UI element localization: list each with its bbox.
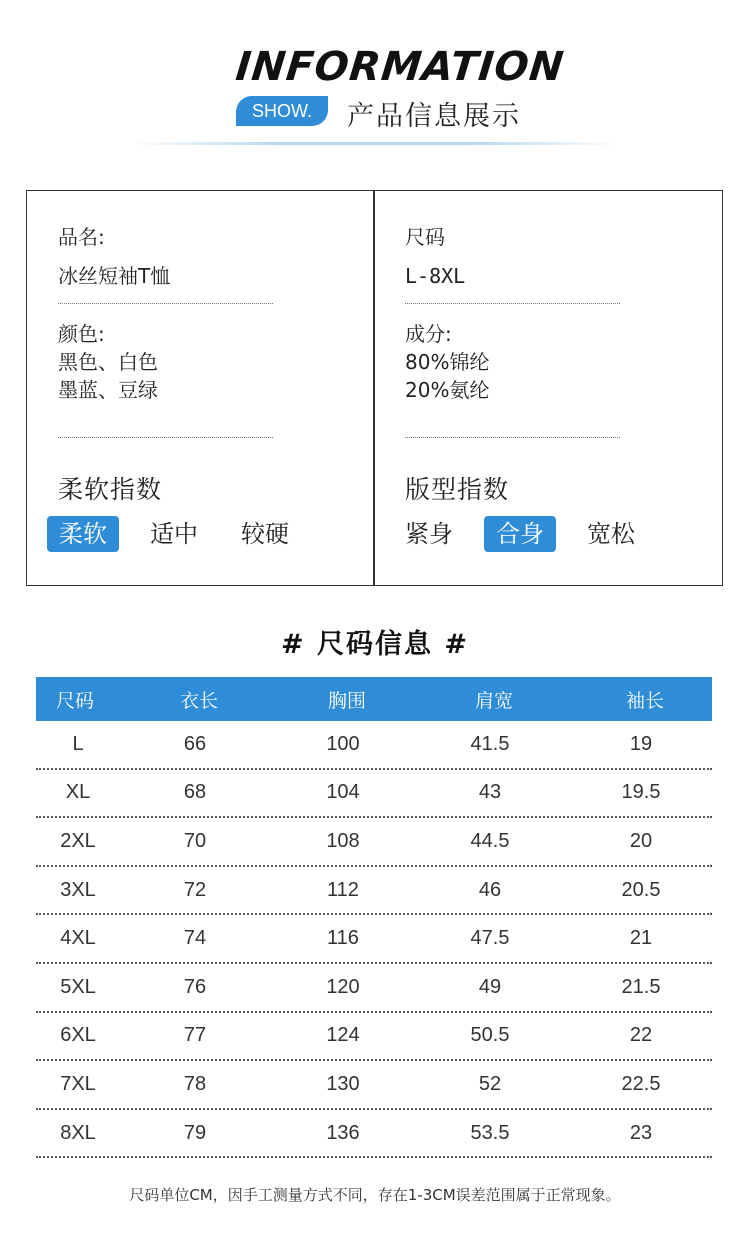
table-body bbox=[36, 721, 712, 1158]
show-badge: SHOW. bbox=[236, 96, 328, 126]
cell-size: L bbox=[72, 732, 84, 755]
cell-size: XL bbox=[65, 781, 91, 804]
cell-shoulder: 53.5 bbox=[470, 1121, 510, 1144]
cell-shoulder: 50.5 bbox=[470, 1024, 510, 1047]
divider-dotted bbox=[405, 437, 620, 438]
cell-chest: 130 bbox=[326, 1072, 360, 1095]
header-shoulder: 肩宽 bbox=[474, 689, 513, 712]
cell-sleeve: 22.5 bbox=[621, 1072, 661, 1095]
header-size: 尺码 bbox=[56, 689, 95, 712]
header-title: INFORMATION bbox=[233, 44, 567, 90]
material-value-2: 20%氨纶 bbox=[405, 378, 490, 402]
softness-option-soft: 柔软 bbox=[47, 516, 119, 552]
cell-size: 3XL bbox=[60, 878, 96, 901]
table-row bbox=[36, 964, 712, 1013]
divider-dotted bbox=[58, 303, 273, 304]
table-row bbox=[36, 915, 712, 964]
cell-chest: 112 bbox=[327, 878, 359, 901]
name-value: 冰丝短袖T恤 bbox=[58, 264, 171, 288]
info-left-column bbox=[58, 191, 388, 585]
cell-chest: 124 bbox=[326, 1024, 360, 1047]
table-header bbox=[36, 677, 712, 721]
color-value-2: 墨蓝、豆绿 bbox=[58, 378, 158, 402]
table-row bbox=[36, 1013, 712, 1062]
material-value-1: 80%锦纶 bbox=[405, 350, 490, 374]
size-value: L-8XL bbox=[405, 264, 466, 288]
cell-size: 7XL bbox=[60, 1072, 96, 1095]
material-label: 成分: bbox=[405, 322, 452, 346]
cell-sleeve: 20 bbox=[629, 829, 653, 852]
divider-dotted bbox=[405, 303, 620, 304]
size-note: 尺码单位CM，因手工测量方式不同，存在1-3CM误差范围属于正常现象。 bbox=[129, 1186, 621, 1204]
cell-sleeve: 23 bbox=[629, 1121, 653, 1144]
size-table bbox=[36, 677, 712, 1158]
header-length: 衣长 bbox=[179, 689, 218, 712]
cell-sleeve: 21 bbox=[629, 927, 653, 950]
info-right-column bbox=[405, 191, 735, 585]
cell-length: 76 bbox=[183, 975, 207, 998]
cell-length: 78 bbox=[183, 1072, 207, 1095]
cell-chest: 108 bbox=[326, 829, 360, 852]
cell-size: 2XL bbox=[60, 829, 96, 852]
size-label: 尺码 bbox=[405, 225, 445, 249]
cell-length: 72 bbox=[183, 878, 207, 901]
cell-chest: 116 bbox=[327, 927, 359, 950]
cell-size: 8XL bbox=[60, 1121, 96, 1144]
table-row bbox=[36, 721, 712, 770]
cell-shoulder: 47.5 bbox=[470, 927, 510, 950]
table-row bbox=[36, 1061, 712, 1110]
cell-shoulder: 46 bbox=[478, 878, 502, 901]
cell-shoulder: 41.5 bbox=[470, 732, 510, 755]
softness-option-hard: 较硬 bbox=[241, 520, 289, 548]
cell-chest: 136 bbox=[326, 1121, 360, 1144]
cell-chest: 104 bbox=[326, 781, 360, 804]
cell-length: 74 bbox=[183, 927, 207, 950]
product-info-box bbox=[26, 190, 723, 586]
cell-shoulder: 52 bbox=[478, 1072, 502, 1095]
cell-length: 66 bbox=[183, 732, 207, 755]
cell-length: 68 bbox=[183, 781, 207, 804]
fit-option-tight: 紧身 bbox=[405, 520, 453, 548]
fit-title: 版型指数 bbox=[405, 475, 510, 504]
header-underline bbox=[130, 142, 620, 145]
softness-title: 柔软指数 bbox=[58, 475, 163, 504]
cell-sleeve: 20.5 bbox=[621, 878, 661, 901]
header-chest: 胸围 bbox=[327, 689, 366, 712]
size-info-title: # 尺码信息 # bbox=[280, 629, 470, 660]
cell-shoulder: 43 bbox=[478, 781, 502, 804]
fit-option-regular: 合身 bbox=[484, 516, 556, 552]
cell-chest: 100 bbox=[326, 732, 360, 755]
divider-dotted bbox=[58, 437, 273, 438]
table-row bbox=[36, 770, 712, 819]
cell-length: 77 bbox=[183, 1024, 207, 1047]
softness-option-medium: 适中 bbox=[150, 520, 198, 548]
header-sleeve: 袖长 bbox=[625, 689, 664, 712]
cell-sleeve: 21.5 bbox=[621, 975, 661, 998]
color-label: 颜色: bbox=[58, 322, 105, 346]
cell-size: 4XL bbox=[60, 927, 96, 950]
table-row bbox=[36, 818, 712, 867]
name-label: 品名: bbox=[58, 225, 105, 249]
cell-sleeve: 19 bbox=[629, 732, 653, 755]
cell-shoulder: 49 bbox=[478, 975, 502, 998]
color-value-1: 黑色、白色 bbox=[58, 350, 158, 374]
table-row bbox=[36, 867, 712, 916]
cell-length: 70 bbox=[183, 829, 207, 852]
fit-option-loose: 宽松 bbox=[587, 520, 635, 548]
header-subtitle: 产品信息展示 bbox=[347, 101, 521, 132]
table-row bbox=[36, 1110, 712, 1159]
cell-chest: 120 bbox=[326, 975, 360, 998]
cell-shoulder: 44.5 bbox=[470, 829, 510, 852]
cell-length: 79 bbox=[183, 1121, 207, 1144]
cell-sleeve: 19.5 bbox=[621, 781, 661, 804]
cell-size: 6XL bbox=[60, 1024, 96, 1047]
cell-sleeve: 22 bbox=[629, 1024, 653, 1047]
cell-size: 5XL bbox=[60, 975, 96, 998]
